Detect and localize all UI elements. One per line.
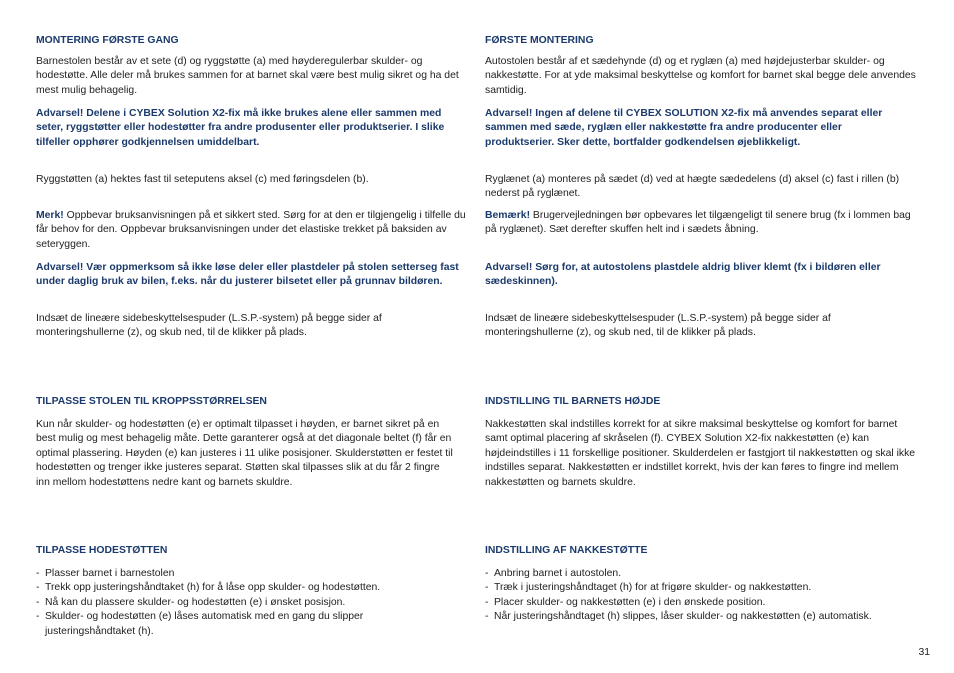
note-text: Brugervejledningen bør opbevares let tilgængeligt til senere brug (fx i lommen bag på ryglænet). Sæt derefter skuffen helt ind i sædets åbning. [485, 210, 911, 236]
paragraph-child-height: Nakkestøtten skal indstilles korrekt for at sikre maksimal beskyttelse og komfort for barnet samt optimal placering af skråselen (f). CYBEX Solution X2-fix nakkestøtten (e) kan højdeindstilles i 11 forskellige positioner. Skulderdelen er fastgjort til nakkestøtten og skal ikke indstilles separat. Nakkestøtten er indstillet korrekt, hvis der kan føres to fingre ind mellem nakkestøtten og barnets skuldre. [485, 419, 916, 488]
section-heading-headrest: TILPASSE HODESTØTTEN [36, 545, 168, 556]
list-item: - Anbring barnet i autostolen. [485, 567, 921, 581]
note-label: Bemærk! [485, 210, 531, 221]
paragraph-intro: Autostolen består af et sædehynde (d) og et ryglæn (a) med højdejusterbar skulder- og nakkestøtte. For at yde maksimal beskyttelse og komfort for barnet skal begge dele anvendes samtidig. [485, 56, 916, 96]
section-heading-first-assembly: FØRSTE MONTERING [485, 35, 594, 46]
headrest-steps-list [36, 567, 436, 639]
section-heading-first-assembly: MONTERING FØRSTE GANG [36, 35, 179, 46]
warning-plastic-parts: Advarsel! Sørg for, at autostolens plastdele aldrig bliver klemt (fx i bildøren eller sædeskinnen). [485, 262, 881, 288]
section-heading-neck-support: INDSTILLING AF NAKKESTØTTE [485, 545, 648, 556]
list-item: - Skulder- og hodestøtten (e) låses automatisk med en gang du slipper justeringshåndtaket (h). [36, 610, 436, 639]
paragraph-lsp: Indsæt de lineære sidebeskyttelsespuder (L.S.P.-system) på begge sider af monteringshullerne (z), og skub ned, til de klikker på plads. [36, 313, 382, 339]
section-heading-body-size: TILPASSE STOLEN TIL KROPPSSTØRRELSEN [36, 396, 267, 407]
paragraph-intro: Barnestolen består av et sete (d) og ryggstøtte (a) med høyderegulerbar skulder- og hodestøtte. Alle deler må brukes sammen for at barnet skal være best mulig sikret og ha det mest mulig behagelig. [36, 56, 459, 96]
list-item: - Træk i justeringshåndtaget (h) for at frigøre skulder- og nakkestøtten. [485, 581, 921, 595]
note-manual [485, 209, 917, 238]
note-text: Oppbevar bruksanvisningen på et sikkert sted. Sørg for at den er tilgjengelig i tilfelle du får behov for den. Oppbevar bruksanvisningen under det elastiske trekket på baksiden av seteryggen. [36, 210, 466, 250]
neck-support-steps-list [485, 567, 921, 625]
warning-parts: Advarsel! Ingen af delene til CYBEX SOLUTION X2-fix må anvendes separat eller sammen med sæde, ryglæn eller nakkestøtte fra andre producenter eller produktserier. Sker dette, bortfalder godkendelsen øjeblikkeligt. [485, 108, 883, 148]
page-number: 31 [918, 647, 930, 658]
note-manual [36, 209, 468, 252]
list-item: - Når justeringshåndtaget (h) slippes, låser skulder- og nakkestøtten (e) automatisk. [485, 610, 921, 624]
paragraph-lsp: Indsæt de lineære sidebeskyttelsespuder (L.S.P.-system) på begge sider af monteringshullerne (z), og skub ned, til de klikker på plads. [485, 313, 831, 339]
section-heading-child-height: INDSTILLING TIL BARNETS HØJDE [485, 396, 661, 407]
warning-loose-parts: Advarsel! Vær oppmerksom så ikke løse deler eller plastdeler på stolen setterseg fast under daglig bruk av bilen, f.eks. når du justerer bilsetet eller på grunnav bildøren. [36, 262, 459, 288]
list-item: - Trekk opp justeringshåndtaket (h) for å låse opp skulder- og hodestøtten. [36, 581, 436, 595]
list-item: - Placer skulder- og nakkestøtten (e) i den ønskede position. [485, 596, 921, 610]
paragraph-body-size: Kun når skulder- og hodestøtten (e) er optimalt tilpasset i høyden, er barnet sikret på en best mulig og mest behagelig måte. Dette garanterer også at det diagonale beltet (f) får en optimal plassering. Høyden (e) kan justeres i 11 ulike posisjoner. Skulderstøtten er festet til hodestøtten og trenger ikke justeres separat. Støtten skal tilpasses slik at du får 2 fingre inn mellom hodestøttens nedre kant og barnets skuldre. [36, 419, 453, 488]
list-item: - Plasser barnet i barnestolen [36, 567, 436, 581]
note-label: Merk! [36, 210, 64, 221]
list-item: - Nå kan du plassere skulder- og hodestøtten (e) i ønsket posisjon. [36, 596, 436, 610]
warning-parts: Advarsel! Delene i CYBEX Solution X2-fix må ikke brukes alene eller sammen med seter, ryggstøtter eller hodestøtter fra andre produsenter eller produktserier. I slike tilfeller opphører godkjennelsen umiddelbart. [36, 108, 445, 148]
paragraph-backrest: Ryggstøtten (a) hektes fast til seteputens aksel (c) med føringsdelen (b). [36, 174, 369, 185]
paragraph-backrest: Ryglænet (a) monteres på sædet (d) ved at hægte sædedelens (d) aksel (c) fast i rillen (b) nederst på ryglænet. [485, 174, 900, 200]
